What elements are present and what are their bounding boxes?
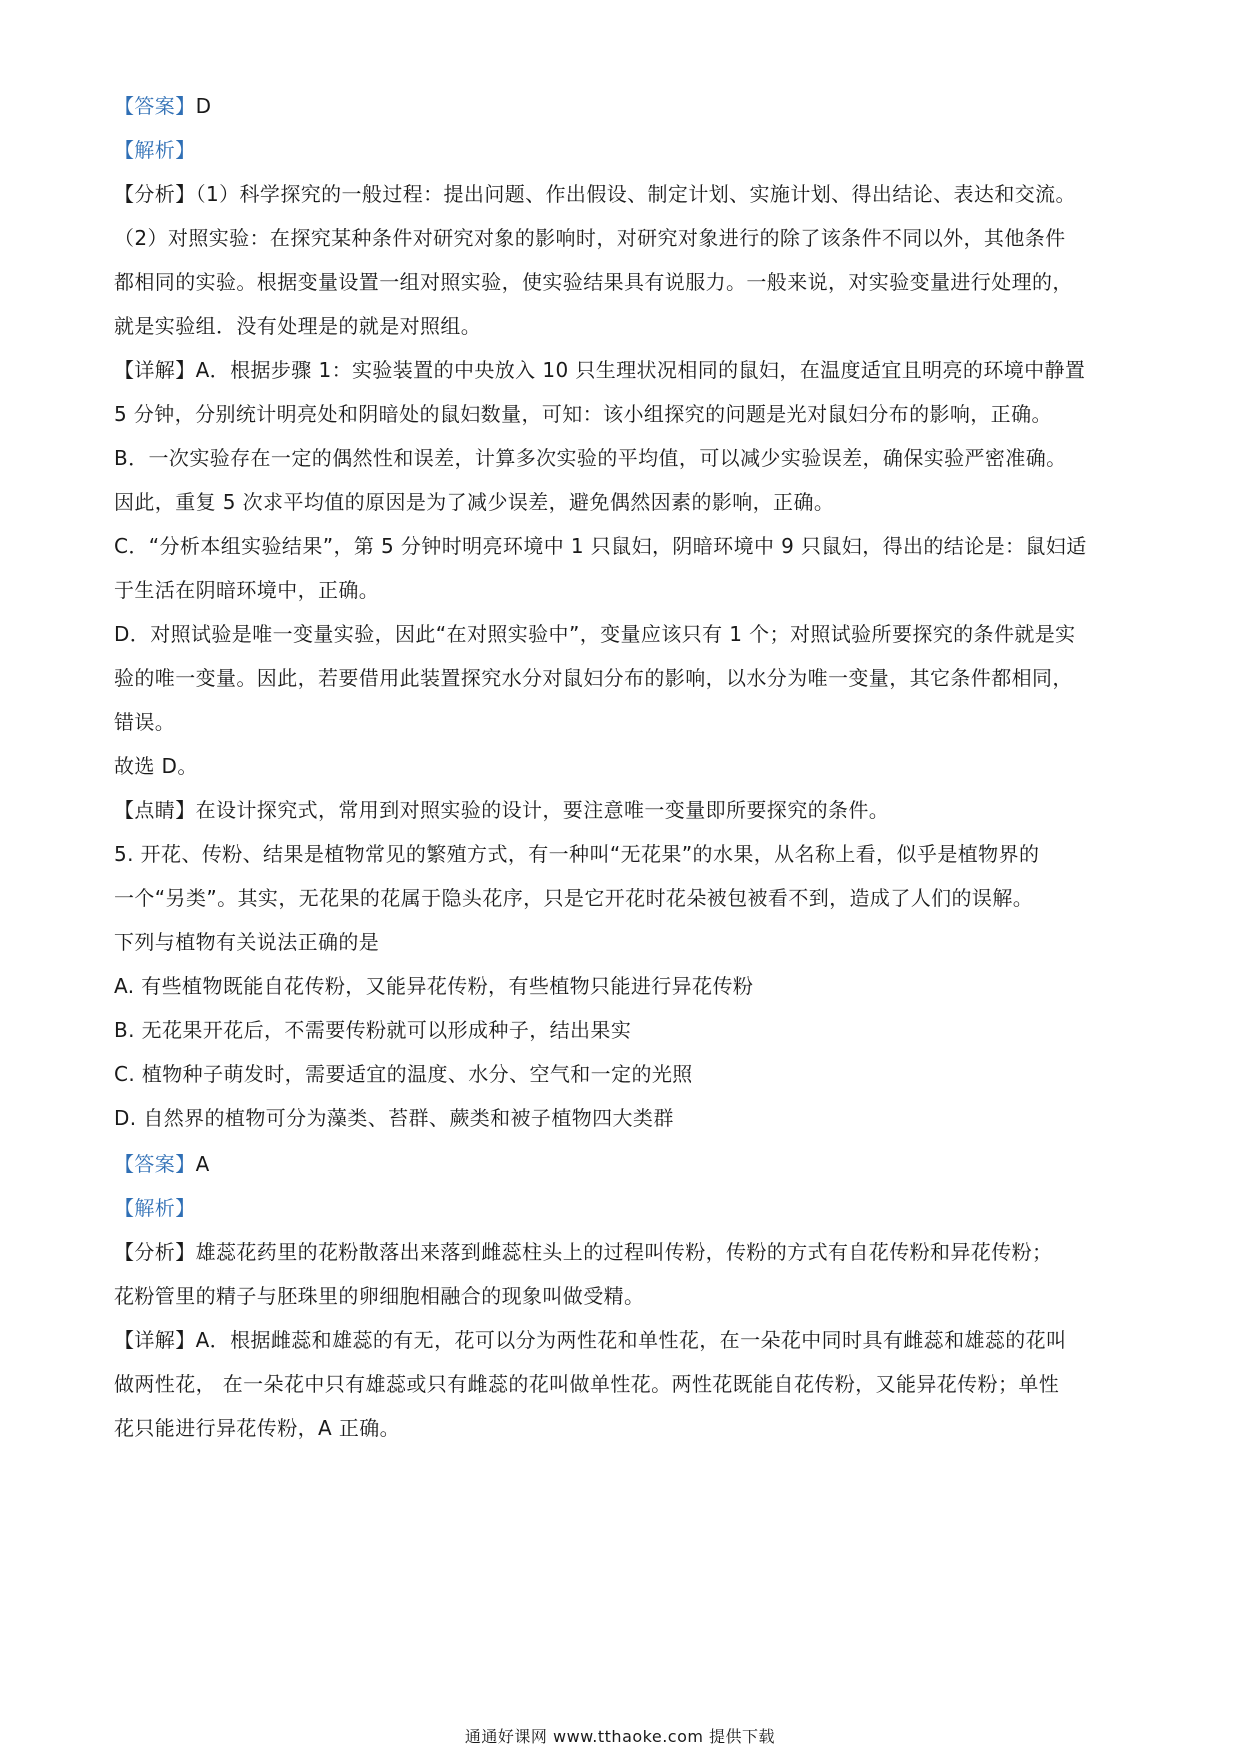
line-text: D．对照试验是唯一变量实验，因此“在对照实验中”，变量应该只有 1 个；对照试验所要探究的条件就是实 [114, 622, 1076, 646]
line-text: 5 分钟，分别统计明亮处和阴暗处的鼠妇数量，可知：该小组探究的问题是光对鼠妇分布的影响，正确。 [114, 402, 1052, 426]
text-line [114, 1238, 1134, 1266]
text-line [114, 1016, 1134, 1044]
text-line [114, 1326, 1134, 1354]
line-text: 于生活在阴暗环境中，正确。 [114, 578, 380, 602]
text-line [114, 708, 1134, 736]
line-text: D [195, 94, 212, 118]
text-line [114, 92, 1134, 120]
text-line [114, 312, 1134, 340]
line-text: A [195, 1152, 210, 1176]
line-text: B. 无花果开花后，不需要传粉就可以形成种子，结出果实 [114, 1018, 632, 1042]
text-line [114, 840, 1134, 868]
text-line [114, 664, 1134, 692]
line-text: 因此，重复 5 次求平均值的原因是为了减少误差，避免偶然因素的影响，正确。 [114, 490, 835, 514]
line-text: C．“分析本组实验结果”，第 5 分钟时明亮环境中 1 只鼠妇，阴暗环境中 9 只鼠妇，得出的结论是：鼠妇适 [114, 534, 1087, 558]
text-line [114, 224, 1134, 252]
section-tag: 【答案】 [114, 1152, 196, 1176]
text-line [114, 532, 1134, 560]
line-text: A. 有些植物既能自花传粉，又能异花传粉，有些植物只能进行异花传粉 [114, 974, 754, 998]
text-line [114, 1370, 1134, 1398]
line-text: 错误。 [114, 710, 176, 734]
text-line [114, 884, 1134, 912]
line-text: 一个“另类”。其实，无花果的花属于隐头花序，只是它开花时花朵被包被看不到，造成了人们的误解。 [114, 886, 1034, 910]
text-line [114, 444, 1134, 472]
text-line [114, 576, 1134, 604]
line-text: 【详解】A．根据雌蕊和雄蕊的有无，花可以分为两性花和单性花，在一朵花中同时具有雌蕊和雄蕊的花叫 [114, 1328, 1067, 1352]
section-tag: 【解析】 [114, 1196, 196, 1220]
line-text: 验的唯一变量。因此，若要借用此装置探究水分对鼠妇分布的影响，以水分为唯一变量，其它条件都相同， [114, 666, 1073, 690]
text-line [114, 268, 1134, 296]
line-text: （2）对照实验：在探究某种条件对研究对象的影响时，对研究对象进行的除了该条件不同以外，其他条件 [114, 226, 1066, 250]
line-text: B．一次实验存在一定的偶然性和误差，计算多次实验的平均值，可以减少实验误差，确保实验严密准确。 [114, 446, 1067, 470]
text-line [114, 1414, 1134, 1442]
line-text: 就是实验组．没有处理是的就是对照组。 [114, 314, 482, 338]
text-line [114, 1150, 1134, 1178]
page-footer: 通通好课网 www.tthaoke.com 提供下载 [464, 1727, 776, 1746]
line-text: D. 自然界的植物可分为藻类、苔群、蕨类和被子植物四大类群 [114, 1106, 674, 1130]
line-text: 【分析】（1）科学探究的一般过程：提出问题、作出假设、制定计划、实施计划、得出结论、表达和交流。 [114, 182, 1076, 206]
text-line [114, 796, 1134, 824]
text-line [114, 356, 1134, 384]
line-text: 下列与植物有关说法正确的是 [114, 930, 380, 954]
line-text: 【详解】A．根据步骤 1：实验装置的中央放入 10 只生理状况相同的鼠妇，在温度适宜且明亮的环境中静置 [114, 358, 1086, 382]
line-text: C. 植物种子萌发时，需要适宜的温度、水分、空气和一定的光照 [114, 1062, 693, 1086]
line-text: 5. 开花、传粉、结果是植物常见的繁殖方式，有一种叫“无花果”的水果，从名称上看，似乎是植物界的 [114, 842, 1040, 866]
text-line [114, 620, 1134, 648]
line-text: 【点睛】在设计探究式，常用到对照实验的设计，要注意唯一变量即所要探究的条件。 [114, 798, 890, 822]
line-text: 都相同的实验。根据变量设置一组对照实验，使实验结果具有说服力。一般来说，对实验变量进行处理的， [114, 270, 1073, 294]
text-line [114, 180, 1134, 208]
text-line [114, 928, 1134, 956]
text-line [114, 752, 1134, 780]
text-line [114, 1060, 1134, 1088]
text-line [114, 136, 1134, 164]
text-line [114, 400, 1134, 428]
line-text: 做两性花， 在一朵花中只有雄蕊或只有雌蕊的花叫做单性花。两性花既能自花传粉，又能异花传粉；单性 [114, 1372, 1060, 1396]
text-line [114, 1282, 1134, 1310]
section-tag: 【答案】 [114, 94, 196, 118]
line-text: 花粉管里的精子与胚珠里的卵细胞相融合的现象叫做受精。 [114, 1284, 645, 1308]
line-text: 故选 D。 [114, 754, 198, 778]
section-tag: 【解析】 [114, 138, 196, 162]
text-line [114, 972, 1134, 1000]
text-line [114, 488, 1134, 516]
text-line [114, 1104, 1134, 1132]
line-text: 花只能进行异花传粉，A 正确。 [114, 1416, 401, 1440]
line-text: 【分析】雄蕊花药里的花粉散落出来落到雌蕊柱头上的过程叫传粉，传粉的方式有自花传粉和异花传粉； [114, 1240, 1053, 1264]
text-line [114, 1194, 1134, 1222]
